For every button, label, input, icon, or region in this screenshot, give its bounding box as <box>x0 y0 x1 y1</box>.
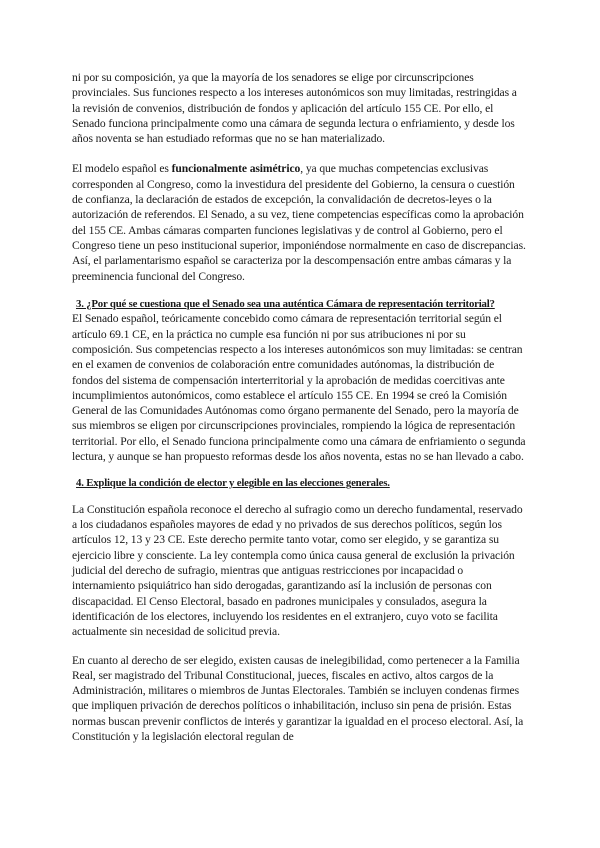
paragraph-elector: La Constitución española reconoce el derecho al sufragio como un derecho fundamental, reservado a los ciudadanos españoles mayores de edad y no privados de sus derechos políticos, según los artículos 12, 13 y 23 CE. Este derecho permite tanto votar, como ser elegido, y se garantiza su ejercicio libre y consciente. La ley contempla como única causa general de exclusión la privación judicial del derecho de sufragio, mientras que antiguas restricciones por incapacidad o internamiento psiquiátrico han sido derogadas, garantizando así la inclusión de personas con discapacidad. El Censo Electoral, basado en padrones municipales y consulados, asegura la identificación de los electores, incluyendo los residentes en el extranjero, cuyo voto se facilita actualmente sin necesidad de solicitud previa. <box>72 502 523 639</box>
bold-term: funcionalmente asimétrico <box>171 162 301 176</box>
paragraph-elegible: En cuanto al derecho de ser elegido, existen causas de inelegibilidad, como pertenecer a la Familia Real, ser magistrado del Tribunal Constitucional, jueces, fiscales en activo, altos cargos de la Administración, militares o miembros de Juntas Electorales. También se incluyen condenas firmes que impliquen privación de derechos políticos o inhabilitación, incluso sin pena de prisión. Estas normas buscan prevenir conflictos de interés y garantizar la igualdad en el proceso electoral. Así, la Constitución y la legislación electoral regulan de <box>72 653 524 743</box>
paragraph-text: , ya que muchas competencias exclusivas corresponden al Congreso, como la investidura del presidente del Gobierno, la censura o cuestión de confianza, la declaración de estados de excepción, la convalidación de decretos-leyes o la autorización de referendos. El Senado, a su vez, tiene competencias específicas como la aprobación del 155 CE. Ambas cámaras comparten funciones legislativas y de control al Gobierno, pero el Congreso tiene un peso institucional superior, imponiéndose normalmente en caso de discrepancias. Así, el parlamentarismo español se caracteriza por la descompensación entre ambas cámaras y la preeminencia funcional del Congreso. <box>72 162 526 283</box>
heading-question-3: 3. ¿Por qué se cuestiona que el Senado sea una auténtica Cámara de representación territorial? <box>76 297 495 310</box>
heading-question-4: 4. Explique la condición de elector y elegible en las elecciones generales. <box>76 477 390 490</box>
paragraph-text: El modelo español es <box>72 162 172 176</box>
paragraph-senate-composition: ni por su composición, ya que la mayoría de los senadores se elige por circunscripciones provinciales. Sus funciones respecto a los intereses autonómicos son muy limitadas, restringidas a la revisión de convenios, distribución de fondos y aplicación del artículo 155 CE. Por ello, el Senado funciona principalmente como una cámara de segunda lectura o enfriamiento, y desde los años noventa se han estudiado reformas que no se han materializado. <box>72 71 517 146</box>
paragraph-functional-asymmetry <box>72 161 526 283</box>
document-page <box>72 70 526 744</box>
paragraph-senate-territorial: El Senado español, teóricamente concebido como cámara de representación territorial según el artículo 69.1 CE, en la práctica no cumple esa función ni por sus atribuciones ni por su composición. Sus competencias respecto a los intereses autonómicos son muy limitadas: se centran en el examen de convenios de colaboración entre comunidades autónomas, la distribución de fondos del sistema de compensación interterritorial y la aprobación de medidas coercitivas ante incumplimientos autonómicos, como establece el artículo 155 CE. En 1994 se creó la Comisión General de las Comunidades Autónomas como órgano permanente del Senado, pero la mayoría de sus miembros se eligen por circunscripciones provinciales, rompiendo la lógica de representación territorial. Por ello, el Senado funciona principalmente como una cámara de enfriamiento o segunda lectura, y aunque se han propuesto reformas desde los años noventa, estas no se han llevado a cabo. <box>72 312 526 464</box>
